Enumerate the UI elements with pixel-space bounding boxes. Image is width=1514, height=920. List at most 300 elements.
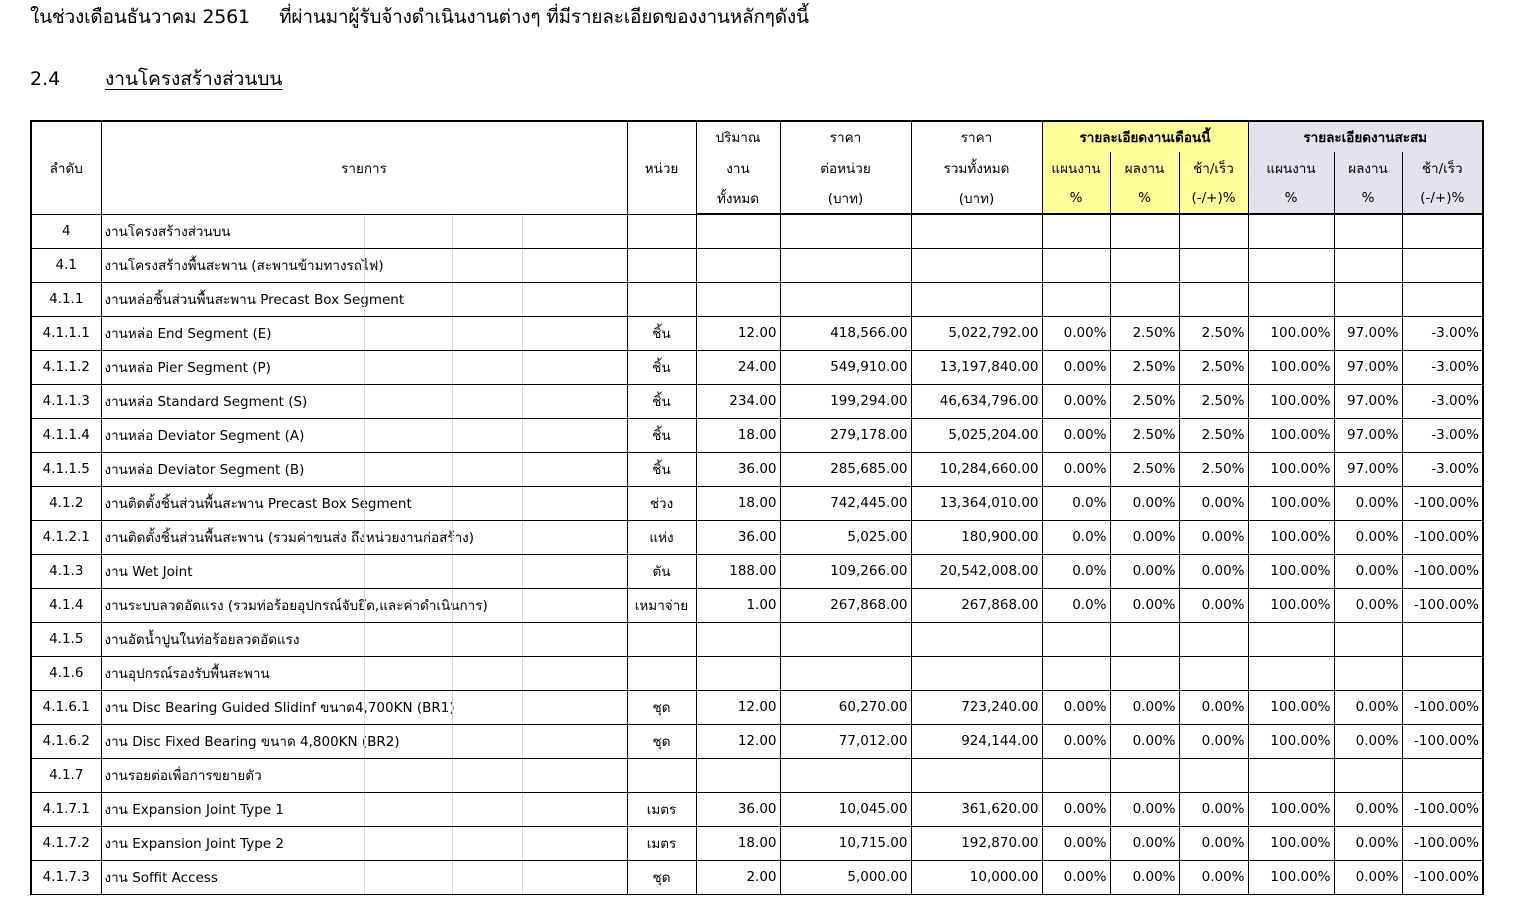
table-row (31, 486, 1483, 520)
table-row (31, 860, 1483, 894)
header-unit-price-1: ราคา (780, 121, 911, 152)
row-item-text: งาน Expansion Joint Type 1 (104, 802, 285, 818)
gridline (364, 623, 365, 656)
header-unit: หน่วย (627, 121, 696, 214)
row-cum-plan (1248, 622, 1334, 656)
row-item-text: งานโครงสร้างพื้นสะพาน (สะพานข้ามทางรถไฟ) (104, 258, 384, 274)
row-month-plan: 0.00% (1042, 316, 1110, 350)
row-cum-actual: 97.00% (1334, 350, 1402, 384)
row-unit-price: 10,045.00 (780, 792, 911, 826)
table-row (31, 248, 1483, 282)
row-month-diff: 0.00% (1179, 826, 1248, 860)
row-item-text: งาน Disc Bearing Guided Slidinf ขนาด4,700KN (BR1) (104, 700, 455, 716)
row-unit (627, 214, 696, 248)
row-item (101, 792, 627, 826)
row-quantity (696, 248, 780, 282)
gridline (452, 657, 453, 690)
row-cum-actual: 97.00% (1334, 316, 1402, 350)
row-quantity: 18.00 (696, 826, 780, 860)
section-title: งานโครงสร้างส่วนบน (105, 68, 283, 90)
gridline (452, 861, 453, 894)
header-month-actual-pct: % (1110, 183, 1179, 214)
row-month-plan: 0.00% (1042, 724, 1110, 758)
row-unit-price: 199,294.00 (780, 384, 911, 418)
row-item (101, 724, 627, 758)
row-cum-diff (1402, 214, 1483, 248)
row-unit: ช่วง (627, 486, 696, 520)
gridline (452, 691, 453, 724)
row-item (101, 588, 627, 622)
row-total-price: 5,025,204.00 (911, 418, 1042, 452)
row-unit: ชิ้น (627, 452, 696, 486)
row-month-diff: 2.50% (1179, 316, 1248, 350)
row-month-actual: 2.50% (1110, 452, 1179, 486)
header-qty-3: ทั้งหมด (696, 183, 780, 214)
header-qty-2: งาน (696, 152, 780, 183)
row-cum-plan (1248, 758, 1334, 792)
gridline (364, 657, 365, 690)
row-number: 4.1.1.4 (31, 418, 101, 452)
row-cum-actual: 0.00% (1334, 690, 1402, 724)
gridline (364, 453, 365, 486)
header-cumulative-group: รายละเอียดงานสะสม (1248, 121, 1483, 152)
row-total-price (911, 622, 1042, 656)
row-item (101, 554, 627, 588)
table-header (31, 121, 1483, 214)
progress-table (30, 120, 1484, 895)
row-item-text: งาน Disc Fixed Bearing ขนาด 4,800KN (BR2) (104, 734, 400, 750)
row-month-diff: 0.00% (1179, 860, 1248, 894)
row-item-text: งาน Wet Joint (104, 564, 193, 580)
row-item (101, 350, 627, 384)
header-month-plan-pct: % (1042, 183, 1110, 214)
row-month-plan: 0.0% (1042, 554, 1110, 588)
row-cum-plan: 100.00% (1248, 384, 1334, 418)
row-month-plan: 0.0% (1042, 588, 1110, 622)
row-item (101, 860, 627, 894)
gridline (522, 453, 523, 486)
header-month-plan: แผนงาน (1042, 152, 1110, 183)
gridline (452, 215, 453, 248)
row-cum-actual: 0.00% (1334, 520, 1402, 554)
row-cum-diff: -100.00% (1402, 690, 1483, 724)
row-cum-plan: 100.00% (1248, 316, 1334, 350)
row-number: 4.1.1 (31, 282, 101, 316)
row-quantity: 36.00 (696, 792, 780, 826)
gridline (364, 419, 365, 452)
row-total-price: 180,900.00 (911, 520, 1042, 554)
row-cum-actual (1334, 758, 1402, 792)
table-row (31, 690, 1483, 724)
row-cum-diff: -100.00% (1402, 792, 1483, 826)
row-total-price: 46,634,796.00 (911, 384, 1042, 418)
gridline (522, 317, 523, 350)
row-quantity: 1.00 (696, 588, 780, 622)
row-month-plan: 0.00% (1042, 860, 1110, 894)
row-month-diff: 0.00% (1179, 690, 1248, 724)
row-month-plan (1042, 282, 1110, 316)
gridline (364, 725, 365, 758)
gridline (452, 725, 453, 758)
row-cum-diff: -3.00% (1402, 452, 1483, 486)
gridline (452, 827, 453, 860)
row-unit-price (780, 248, 911, 282)
gridline (522, 487, 523, 520)
row-cum-diff: -100.00% (1402, 724, 1483, 758)
gridline (364, 555, 365, 588)
table-row (31, 656, 1483, 690)
row-cum-diff (1402, 656, 1483, 690)
table-row (31, 316, 1483, 350)
header-cum-diff-pct: (-/+)% (1402, 183, 1483, 214)
row-item-text: งานระบบลวดอัดแรง (รวมท่อร้อยอุปกรณ์จับยึด,และค่าดำเนินการ) (104, 598, 488, 614)
row-month-plan: 0.00% (1042, 826, 1110, 860)
row-total-price: 20,542,008.00 (911, 554, 1042, 588)
table-row (31, 282, 1483, 316)
row-number: 4.1.4 (31, 588, 101, 622)
row-cum-diff: -100.00% (1402, 554, 1483, 588)
header-qty-1: ปริมาณ (696, 121, 780, 152)
row-cum-plan: 100.00% (1248, 690, 1334, 724)
row-month-actual: 0.00% (1110, 792, 1179, 826)
row-cum-plan: 100.00% (1248, 452, 1334, 486)
row-month-diff: 0.00% (1179, 486, 1248, 520)
row-unit-price: 549,910.00 (780, 350, 911, 384)
table-row (31, 350, 1483, 384)
row-quantity: 24.00 (696, 350, 780, 384)
gridline (452, 793, 453, 826)
row-unit-price (780, 622, 911, 656)
row-quantity: 18.00 (696, 418, 780, 452)
gridline (452, 419, 453, 452)
row-unit: ชิ้น (627, 384, 696, 418)
row-item-text: งานติดตั้งชิ้นส่วนพื้นสะพาน (รวมค่าขนส่ง ถึงหน่วยงานก่อสร้าง) (104, 530, 475, 546)
row-item-text: งานอัดน้ำปูนในท่อร้อยลวดอัดแรง (104, 632, 300, 648)
gridline (452, 283, 453, 316)
row-month-plan (1042, 248, 1110, 282)
row-cum-actual: 0.00% (1334, 724, 1402, 758)
gridline (522, 861, 523, 894)
row-number: 4.1.7.1 (31, 792, 101, 826)
row-unit-price: 10,715.00 (780, 826, 911, 860)
row-total-price: 267,868.00 (911, 588, 1042, 622)
row-item (101, 214, 627, 248)
row-cum-plan (1248, 214, 1334, 248)
row-number: 4.1.6.2 (31, 724, 101, 758)
row-total-price (911, 248, 1042, 282)
row-cum-actual (1334, 656, 1402, 690)
row-cum-diff: -100.00% (1402, 588, 1483, 622)
row-item-text: งานหล่อ End Segment (E) (104, 326, 272, 342)
table-row (31, 588, 1483, 622)
row-total-price (911, 758, 1042, 792)
row-cum-diff (1402, 248, 1483, 282)
gridline (522, 793, 523, 826)
row-unit-price (780, 214, 911, 248)
gridline (452, 453, 453, 486)
table-row (31, 554, 1483, 588)
row-cum-plan: 100.00% (1248, 792, 1334, 826)
row-cum-diff: -3.00% (1402, 418, 1483, 452)
row-month-actual: 0.00% (1110, 690, 1179, 724)
row-quantity: 188.00 (696, 554, 780, 588)
row-number: 4.1.5 (31, 622, 101, 656)
row-total-price: 924,144.00 (911, 724, 1042, 758)
row-month-actual (1110, 248, 1179, 282)
row-item (101, 486, 627, 520)
row-cum-actual: 97.00% (1334, 384, 1402, 418)
gridline (522, 759, 523, 792)
row-total-price (911, 656, 1042, 690)
row-month-actual: 2.50% (1110, 350, 1179, 384)
row-unit-price: 279,178.00 (780, 418, 911, 452)
row-month-plan: 0.00% (1042, 452, 1110, 486)
row-item (101, 656, 627, 690)
row-unit (627, 282, 696, 316)
row-item-text: งานรอยต่อเพื่อการขยายตัว (104, 768, 262, 784)
row-month-diff: 2.50% (1179, 452, 1248, 486)
row-month-plan: 0.0% (1042, 520, 1110, 554)
row-number: 4.1.3 (31, 554, 101, 588)
row-total-price: 192,870.00 (911, 826, 1042, 860)
row-cum-diff (1402, 622, 1483, 656)
row-cum-diff: -3.00% (1402, 316, 1483, 350)
intro-line: ในช่วงเดือนธันวาคม 2561 ที่ผ่านมาผู้รับจ้างดำเนินงานต่างๆ ที่มีรายละเอียดของงานหลักๆดังนี้ (30, 6, 809, 28)
row-month-diff: 0.00% (1179, 724, 1248, 758)
row-cum-plan: 100.00% (1248, 418, 1334, 452)
gridline (522, 283, 523, 316)
row-total-price: 5,022,792.00 (911, 316, 1042, 350)
row-item-text: งานติดตั้งชิ้นส่วนพื้นสะพาน Precast Box Segment (104, 496, 412, 512)
row-cum-diff: -100.00% (1402, 486, 1483, 520)
row-unit: แห่ง (627, 520, 696, 554)
gridline (364, 861, 365, 894)
gridline (522, 691, 523, 724)
gridline (452, 351, 453, 384)
row-number: 4.1.6 (31, 656, 101, 690)
row-month-actual: 2.50% (1110, 384, 1179, 418)
gridline (364, 793, 365, 826)
row-cum-actual: 97.00% (1334, 418, 1402, 452)
header-item: รายการ (101, 121, 627, 214)
row-quantity: 12.00 (696, 690, 780, 724)
row-cum-actual: 0.00% (1334, 792, 1402, 826)
row-number: 4.1.7.3 (31, 860, 101, 894)
row-cum-plan (1248, 248, 1334, 282)
gridline (522, 521, 523, 554)
row-month-diff (1179, 248, 1248, 282)
row-unit-price (780, 758, 911, 792)
row-month-plan: 0.00% (1042, 350, 1110, 384)
table-row (31, 724, 1483, 758)
gridline (522, 249, 523, 282)
row-item-text: งาน Expansion Joint Type 2 (104, 836, 285, 852)
table-row (31, 214, 1483, 248)
section-heading (30, 64, 282, 94)
row-item (101, 622, 627, 656)
row-cum-plan (1248, 656, 1334, 690)
row-month-plan (1042, 758, 1110, 792)
gridline (522, 657, 523, 690)
row-unit (627, 758, 696, 792)
row-cum-plan: 100.00% (1248, 860, 1334, 894)
table-body (31, 214, 1483, 894)
row-quantity (696, 282, 780, 316)
row-cum-actual (1334, 214, 1402, 248)
row-item (101, 248, 627, 282)
table-row (31, 384, 1483, 418)
header-unit-price-2: ต่อหน่วย (780, 152, 911, 183)
table-row (31, 452, 1483, 486)
row-cum-diff: -100.00% (1402, 520, 1483, 554)
gridline (452, 589, 453, 622)
row-quantity: 234.00 (696, 384, 780, 418)
row-quantity: 12.00 (696, 316, 780, 350)
gridline (364, 691, 365, 724)
header-total-price-3: (บาท) (911, 183, 1042, 214)
row-cum-diff: -100.00% (1402, 826, 1483, 860)
row-item-text: งานหล่อ Deviator Segment (B) (104, 462, 305, 478)
row-quantity: 12.00 (696, 724, 780, 758)
row-month-diff (1179, 214, 1248, 248)
row-month-actual: 2.50% (1110, 418, 1179, 452)
row-item (101, 452, 627, 486)
row-month-plan: 0.0% (1042, 486, 1110, 520)
gridline (522, 589, 523, 622)
row-unit-price: 267,868.00 (780, 588, 911, 622)
row-month-diff (1179, 282, 1248, 316)
row-unit-price: 5,000.00 (780, 860, 911, 894)
gridline (452, 317, 453, 350)
row-cum-actual (1334, 622, 1402, 656)
row-total-price: 361,620.00 (911, 792, 1042, 826)
row-month-actual (1110, 622, 1179, 656)
row-month-diff (1179, 656, 1248, 690)
gridline (522, 623, 523, 656)
row-item (101, 316, 627, 350)
row-unit: เมตร (627, 826, 696, 860)
row-month-diff (1179, 758, 1248, 792)
row-month-diff: 0.00% (1179, 520, 1248, 554)
gridline (452, 555, 453, 588)
row-number: 4.1.6.1 (31, 690, 101, 724)
row-month-actual: 0.00% (1110, 860, 1179, 894)
row-cum-actual: 0.00% (1334, 860, 1402, 894)
gridline (522, 215, 523, 248)
row-quantity (696, 622, 780, 656)
gridline (364, 385, 365, 418)
header-cum-actual-pct: % (1334, 183, 1402, 214)
row-cum-diff: -3.00% (1402, 384, 1483, 418)
row-month-plan: 0.00% (1042, 418, 1110, 452)
gridline (522, 827, 523, 860)
row-quantity (696, 758, 780, 792)
row-unit: ชุด (627, 724, 696, 758)
header-total-price-1: ราคา (911, 121, 1042, 152)
header-month-group: รายละเอียดงานเดือนนี้ (1042, 121, 1248, 152)
row-unit: เหมาจ่าย (627, 588, 696, 622)
row-quantity: 18.00 (696, 486, 780, 520)
row-month-actual: 0.00% (1110, 724, 1179, 758)
row-unit-price: 742,445.00 (780, 486, 911, 520)
header-cum-plan-pct: % (1248, 183, 1334, 214)
row-cum-plan: 100.00% (1248, 826, 1334, 860)
row-item-text: งานหล่อ Pier Segment (P) (104, 360, 271, 376)
row-cum-plan: 100.00% (1248, 588, 1334, 622)
row-cum-actual: 0.00% (1334, 826, 1402, 860)
row-total-price: 10,284,660.00 (911, 452, 1042, 486)
gridline (452, 385, 453, 418)
row-item-text: งานอุปกรณ์รองรับพื้นสะพาน (104, 666, 270, 682)
row-unit-price: 5,025.00 (780, 520, 911, 554)
gridline (364, 283, 365, 316)
row-month-actual: 0.00% (1110, 486, 1179, 520)
gridline (364, 317, 365, 350)
table-row (31, 758, 1483, 792)
row-unit (627, 656, 696, 690)
row-month-diff (1179, 622, 1248, 656)
row-unit-price (780, 656, 911, 690)
row-month-actual: 0.00% (1110, 826, 1179, 860)
gridline (364, 589, 365, 622)
gridline (452, 623, 453, 656)
row-month-diff: 0.00% (1179, 588, 1248, 622)
row-unit (627, 248, 696, 282)
row-item (101, 758, 627, 792)
table-row (31, 520, 1483, 554)
gridline (452, 487, 453, 520)
row-month-plan: 0.00% (1042, 384, 1110, 418)
row-item (101, 418, 627, 452)
row-unit: ชุด (627, 860, 696, 894)
gridline (522, 351, 523, 384)
row-item (101, 690, 627, 724)
row-unit-price: 418,566.00 (780, 316, 911, 350)
row-total-price: 723,240.00 (911, 690, 1042, 724)
header-unit-price-3: (บาท) (780, 183, 911, 214)
row-cum-plan: 100.00% (1248, 486, 1334, 520)
row-number: 4.1.1.2 (31, 350, 101, 384)
row-cum-diff (1402, 758, 1483, 792)
row-cum-actual: 0.00% (1334, 554, 1402, 588)
gridline (364, 759, 365, 792)
row-unit: ชิ้น (627, 350, 696, 384)
row-month-plan: 0.00% (1042, 690, 1110, 724)
gridline (522, 725, 523, 758)
row-number: 4.1.1.5 (31, 452, 101, 486)
row-month-actual (1110, 656, 1179, 690)
row-quantity (696, 656, 780, 690)
row-month-diff: 0.00% (1179, 792, 1248, 826)
row-month-diff: 2.50% (1179, 350, 1248, 384)
row-cum-actual: 97.00% (1334, 452, 1402, 486)
row-number: 4.1.1.3 (31, 384, 101, 418)
row-month-actual (1110, 282, 1179, 316)
row-unit: ชิ้น (627, 316, 696, 350)
row-cum-actual (1334, 248, 1402, 282)
row-month-actual (1110, 214, 1179, 248)
table-row (31, 826, 1483, 860)
row-item-text: งานหล่อ Deviator Segment (A) (104, 428, 305, 444)
row-item (101, 282, 627, 316)
row-cum-plan (1248, 282, 1334, 316)
row-cum-plan: 100.00% (1248, 724, 1334, 758)
row-cum-plan: 100.00% (1248, 350, 1334, 384)
row-total-price: 10,000.00 (911, 860, 1042, 894)
gridline (522, 419, 523, 452)
gridline (522, 385, 523, 418)
row-total-price (911, 282, 1042, 316)
